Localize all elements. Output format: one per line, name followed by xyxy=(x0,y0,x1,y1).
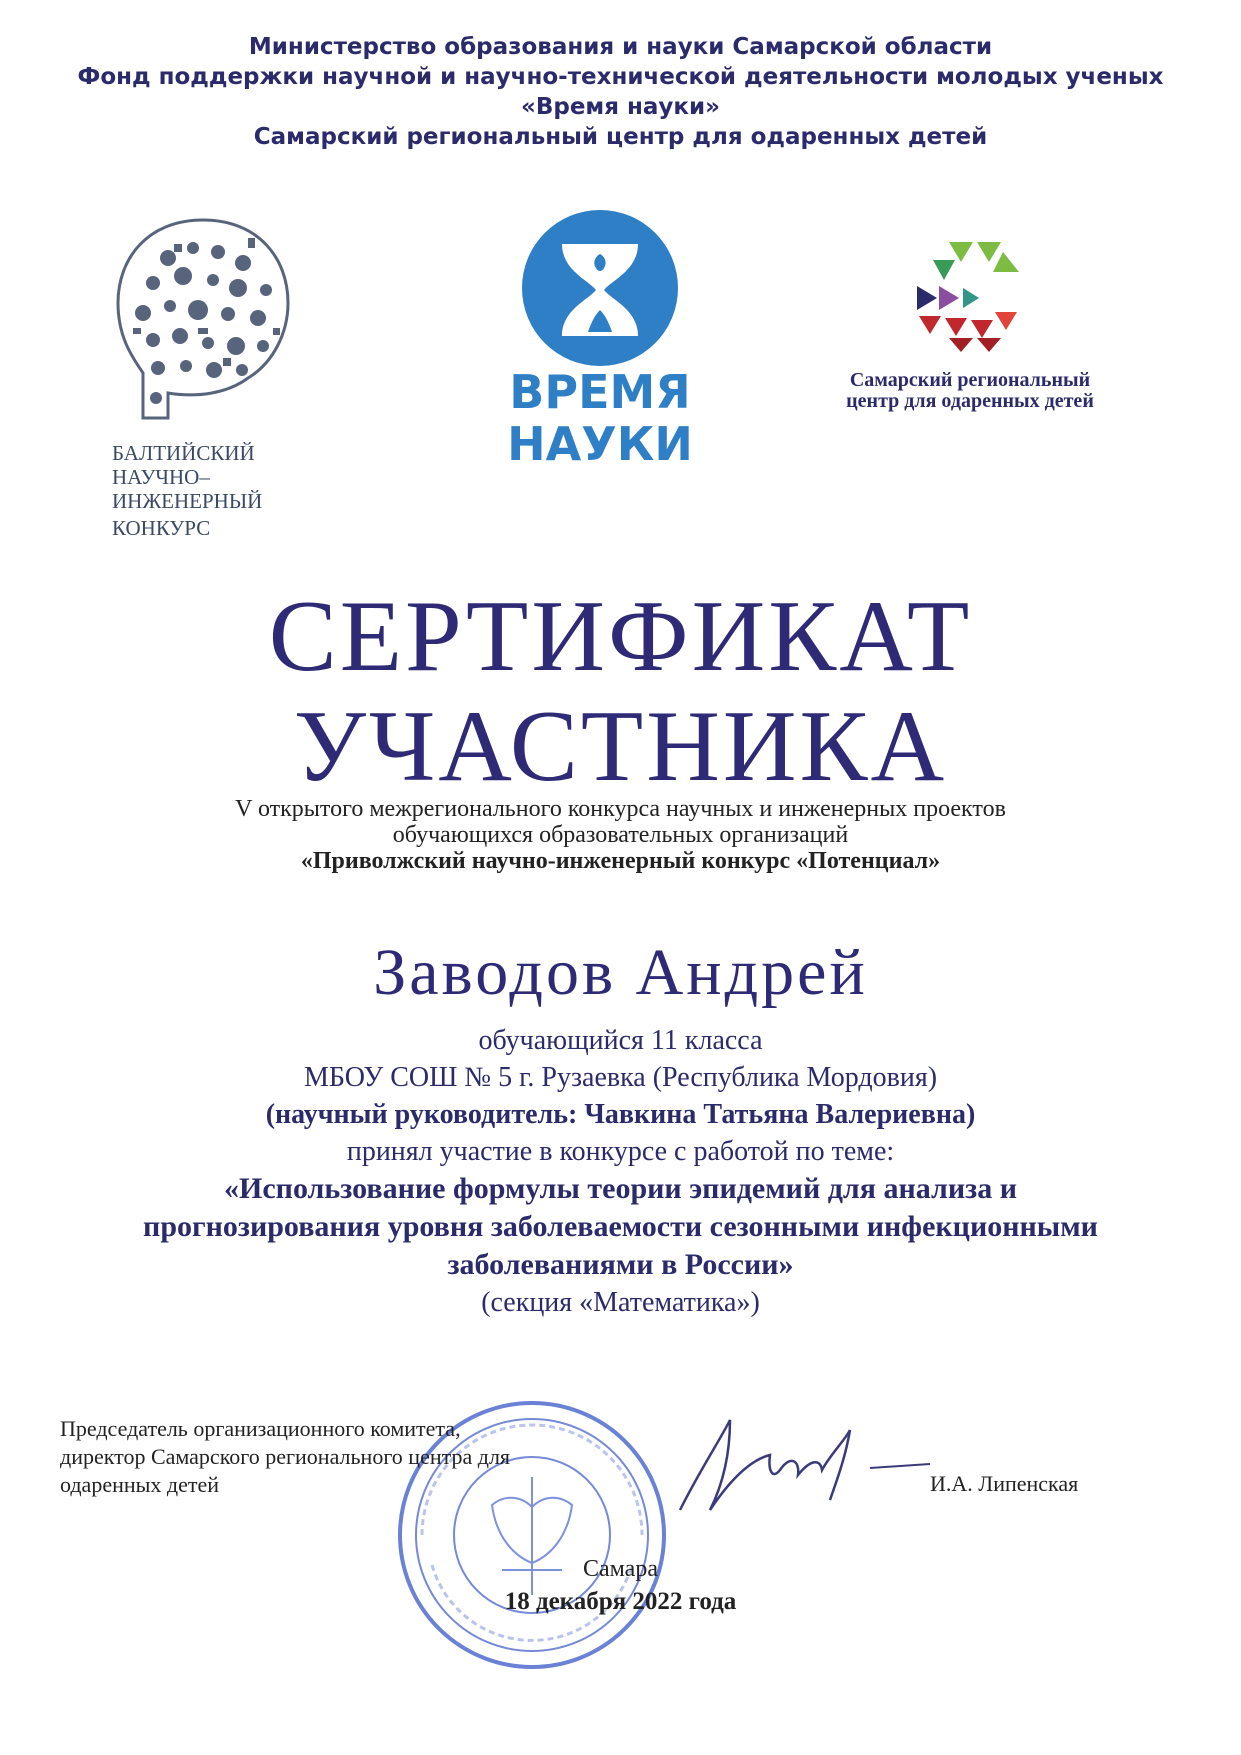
contest-line1: V открытого межрегионального конкурса научных и инженерных проектов xyxy=(235,796,1006,822)
participant-grade: обучающийся 11 класса xyxy=(478,1025,763,1056)
participation-statement: принял участие в конкурсе с работой по теме: xyxy=(346,1136,895,1167)
baltic-line3: ИНЖЕНЕРНЫЙ xyxy=(112,489,263,513)
header-center: Самарский региональный центр для одаренных детей xyxy=(253,124,988,150)
signer-name: И.А. Липенская xyxy=(930,1471,1079,1496)
vremya-line2: НАУКИ xyxy=(507,417,693,471)
header-fund: Фонд поддержки научной и научно-технической деятельности молодых ученых xyxy=(77,64,1164,90)
certificate-title: СЕРТИФИКАТ xyxy=(268,580,973,693)
header-ministry: Министерство образования и науки Самарской области xyxy=(248,34,993,60)
issue-place: Самара xyxy=(583,1556,658,1582)
participant-name: Заводов Андрей xyxy=(373,936,868,1009)
triangle-c-logo-icon xyxy=(913,242,1025,352)
contest-name: «Приволжский научно-инженерный конкурс «Потенциал» xyxy=(300,848,941,874)
src-caption-line2: центр для одаренных детей xyxy=(846,390,1094,412)
baltic-line1: БАЛТИЙСКИЙ xyxy=(112,441,255,465)
signatory-role xyxy=(60,1415,580,1499)
project-theme-line1: «Использование формулы теории эпидемий для анализа и xyxy=(224,1172,1017,1205)
samara-center-caption xyxy=(800,370,1140,412)
contest-description xyxy=(0,796,1241,874)
vremya-nauki-logo xyxy=(500,210,700,510)
certificate-subtitle: УЧАСТНИКА xyxy=(293,690,948,803)
baltic-line2: НАУЧНО– xyxy=(112,465,210,489)
contest-line2: обучающихся образовательных организаций xyxy=(392,822,849,848)
participant-details xyxy=(0,1022,1241,1321)
hourglass-circle-logo-icon xyxy=(500,210,700,510)
participant-school: МБОУ СОШ № 5 г. Рузаевка (Республика Мордовия) xyxy=(303,1062,938,1093)
role-line2: директор Самарского регионального центра для xyxy=(60,1444,511,1469)
issue-date: 18 декабря 2022 года xyxy=(504,1588,737,1615)
header-fund-name: «Время науки» xyxy=(520,94,720,120)
participant-advisor: (научный руководитель: Чавкина Татьяна Валериевна) xyxy=(265,1099,976,1130)
role-line3: одаренных детей xyxy=(60,1472,220,1497)
baltic-line4: КОНКУРС xyxy=(112,516,211,540)
project-section: (секция «Математика») xyxy=(481,1287,760,1318)
samara-center-logo xyxy=(800,222,1140,422)
project-theme-line2: прогнозирования уровня заболеваемости сезонными инфекционными xyxy=(143,1210,1098,1243)
brain-collage-logo-icon xyxy=(108,218,298,518)
issuer-header xyxy=(0,32,1241,152)
src-caption-line1: Самарский региональный xyxy=(849,369,1091,391)
vremya-line1: ВРЕМЯ xyxy=(509,365,691,419)
project-theme-line3: заболеваниями в России» xyxy=(447,1248,794,1281)
baltic-contest-logo xyxy=(108,218,298,540)
role-line1: Председатель организационного комитета, xyxy=(60,1416,461,1441)
handwritten-signature xyxy=(660,1400,940,1520)
